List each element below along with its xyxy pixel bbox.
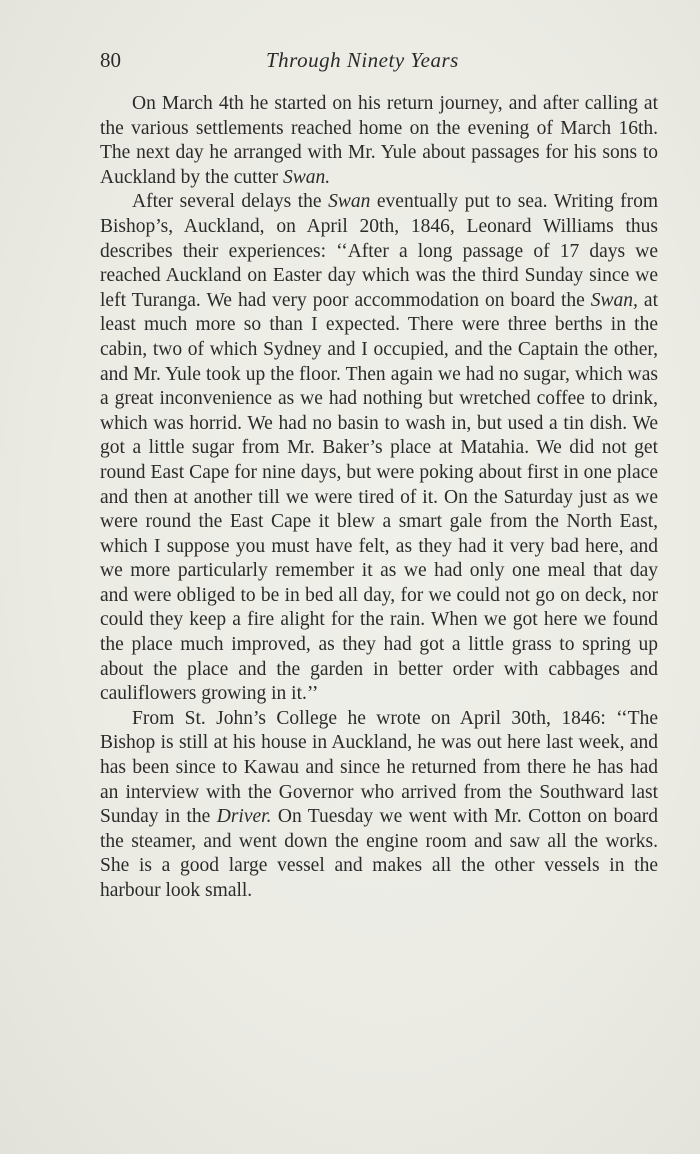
- running-head: [100, 48, 660, 78]
- text-segment: On Tuesday we went with Mr. Cotton on board the steamer, and went down the engine room and saw all the works. She is a good large vessel and makes all the other vessels in the harbour look small.: [100, 806, 658, 901]
- text-segment: eventually put to sea. Writing from Bishop’s, Auckland, on April 20th, 1846, Leonard Williams thus describes their experiences: ‘‘After a long passage of 17 days we reached Auckland on Easter day which was the third Sunday since we left Turanga. We had very poor accommodation on board the: [100, 191, 658, 311]
- text-segment: On March 4th he started on his return journey, and after calling at the various settlements reached home on the evening of March 16th. The next day he arranged with Mr. Yule about passages for his sons to Auckland by the cutter: [100, 93, 658, 188]
- text-segment-italic: Driver.: [216, 806, 272, 828]
- text-segment-italic: Swan: [328, 191, 371, 213]
- body-text: [100, 92, 658, 904]
- text-segment: at least much more so than I expected. There were three berths in the cabin, two of which Sydney and I occupied, and the Captain the other, and Mr. Yule took up the floor. Then again we had no sugar, which was a great inconvenience as we had nothing but wretched coffee to drink, which was horrid. We had no basin to wash in, but used a tin dish. We got a little sugar from Mr. Baker’s place at Matahia. We did not get round East Cape for nine days, but were poking about first in one place and then at another till we were tired of it. On the Saturday just as we were round the East Cape it blew a smart gale from the North East, which I suppose you must have felt, as they had it very bad here, and we more particularly remember it as we had only one meal that day and were obliged to be in bed all day, for we could not go on deck, nor could they keep a fire alight for the rain. When we got here we found the place much improved, as they had got a little grass to spring up about the place and the garden in better order with cabbages and cauliflowers growing in it.’’: [100, 289, 658, 705]
- page-number: 80: [100, 48, 121, 72]
- text-segment-italic: Swan,: [590, 289, 638, 311]
- text-segment-italic: Swan.: [283, 166, 331, 188]
- text-segment: After several delays the: [132, 191, 329, 213]
- paragraph-2: [100, 190, 658, 706]
- running-title: Through Ninety Years: [266, 48, 459, 72]
- text-segment: From St. John’s College he wrote on April 30th, 1846: ‘‘The Bishop is still at his house in Auckland, he was out here last week, and has been since to Kawau and since he returned from there he has had an interview with the Governor who arrived from the Southward last Sunday in the: [100, 707, 658, 828]
- paragraph-1: [100, 92, 658, 190]
- paragraph-3: [100, 707, 658, 904]
